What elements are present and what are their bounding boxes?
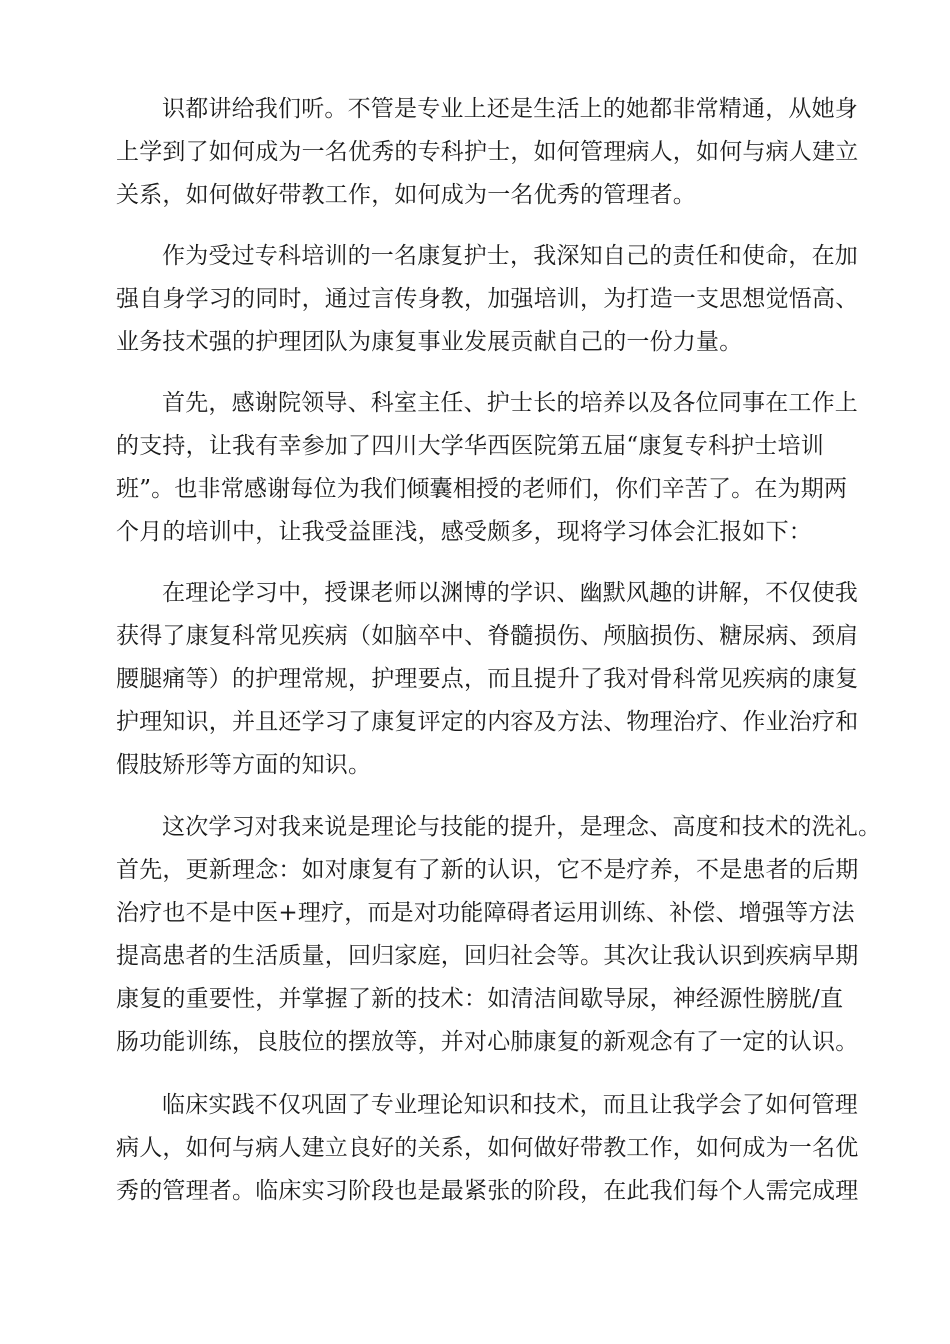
text-line: 治疗也不是中医+理疗，而是对功能障碍者运用训练、补偿、增强等方法 [116,900,855,926]
text-line: 作为受过专科培训的一名康复护士，我深知自己的责任和使命，在加 [162,243,858,269]
text-line: 提高患者的生活质量，回归家庭，回归社会等。其次让我认识到疾病早期 [116,943,859,969]
text-line: 获得了康复科常见疾病（如脑卒中、脊髓损伤、颅脑损伤、糖尿病、颈肩 [116,623,859,649]
text-line: 的支持，让我有幸参加了四川大学华西医院第五届“康复专科护士培训 [116,433,824,459]
text-line: 强自身学习的同时，通过言传身教，加强培训，为打造一支思想觉悟高、 [116,286,859,312]
text-line: 班”。也非常感谢每位为我们倾囊相授的老师们，你们辛苦了。在为期两 [116,476,848,502]
text-line: 病人，如何与病人建立良好的关系，如何做好带教工作，如何成为一名优 [116,1135,859,1161]
paragraph-4 [116,572,859,787]
text-line: 业务技术强的护理团队为康复事业发展贡献自己的一份力量。 [116,329,743,355]
paragraph-6 [116,1084,859,1213]
text-line: 肠功能训练，良肢位的摆放等，并对心肺康复的新观念有了一定的认识。 [116,1029,859,1055]
paragraph-3 [116,382,858,554]
text-line: 在理论学习中，授课老师以渊博的学识、幽默风趣的讲解，不仅使我 [162,580,858,606]
text-line: 临床实践不仅巩固了专业理论知识和技术，而且让我学会了如何管理 [162,1092,858,1118]
text-line: 秀的管理者。临床实习阶段也是最紧张的阶段，在此我们每个人需完成理 [116,1178,859,1204]
paragraph-5 [116,806,882,1064]
text-line: 上学到了如何成为一名优秀的专科护士，如何管理病人，如何与病人建立 [116,139,859,165]
text-line: 首先，更新理念：如对康复有了新的认识，它不是疗养，不是患者的后期 [116,857,859,883]
text-line: 假肢矫形等方面的知识。 [116,752,372,778]
paragraph-2 [116,235,859,364]
text-line: 关系，如何做好带教工作，如何成为一名优秀的管理者。 [116,182,696,208]
text-line: 腰腿痛等）的护理常规，护理要点，而且提升了我对骨科常见疾病的康复 [116,666,859,692]
text-line: 首先，感谢院领导、科室主任、护士长的培养以及各位同事在工作上 [162,390,858,416]
paragraph-1 [116,88,859,217]
text-line: 个月的培训中，让我受益匪浅，感受颇多，现将学习体会汇报如下： [116,519,812,545]
text-line: 这次学习对我来说是理论与技能的提升，是理念、高度和技术的洗礼。 [162,814,882,840]
text-line: 识都讲给我们听。不管是专业上还是生活上的她都非常精通，从她身 [162,96,858,122]
text-line: 护理知识，并且还学习了康复评定的内容及方法、物理治疗、作业治疗和 [116,709,859,735]
text-line: 康复的重要性，并掌握了新的技术：如清洁间歇导尿，神经源性膀胱/直 [116,986,844,1012]
